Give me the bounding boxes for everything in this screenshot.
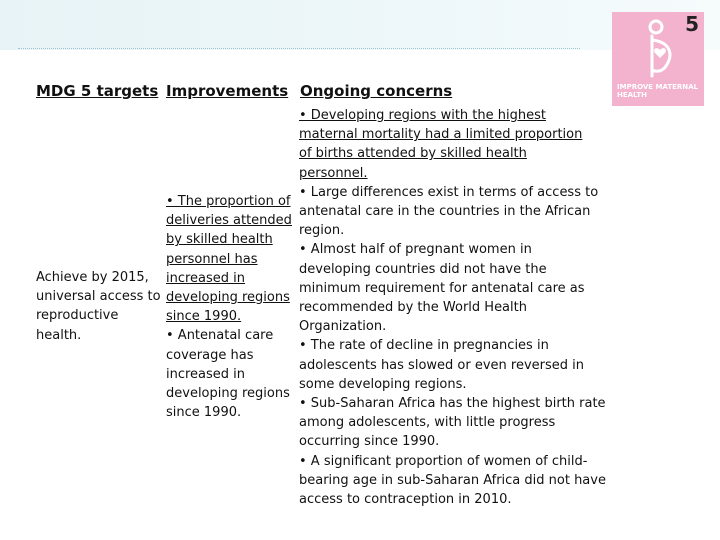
target-line: Achieve by 2015, (36, 270, 149, 285)
target-line: health. (36, 327, 82, 343)
concern-line: occurring since 1990. (299, 434, 440, 450)
concern-line: minimum requirement for antenatal care as (299, 280, 585, 296)
concern-line: • A significant proportion of women of child- (299, 453, 588, 469)
concern-line: personnel. (299, 165, 368, 181)
concerns-column (299, 106, 606, 509)
concern-line: antenatal care in the countries in the African (299, 204, 591, 220)
improvement-line: developing regions (166, 290, 290, 306)
concern-line: maternal mortality had a limited proportion (299, 127, 583, 143)
improvement-line: increased in (166, 366, 246, 382)
improvement-line: • Antenatal care (166, 328, 274, 344)
header-targets: MDG 5 targets (36, 82, 159, 100)
concern-line: region. (299, 223, 345, 239)
improvement-line: since 1990. (166, 405, 242, 421)
concern-line: recommended by the World Health (299, 300, 527, 316)
improvement-line: coverage has (166, 347, 254, 363)
concern-line: bearing age in sub-Saharan Africa did not have (299, 472, 606, 488)
improvement-line: personnel has (166, 251, 258, 267)
concern-line: among adolescents, with little progress (299, 415, 556, 431)
concern-line: • The rate of decline in pregnancies in (299, 338, 549, 354)
concern-line: adolescents has slowed or even reversed in (299, 357, 584, 373)
concern-line: • Large differences exist in terms of access to (299, 184, 599, 200)
logo-caption: IMPROVE MATERNAL HEALTH (617, 83, 699, 99)
concern-line: developing countries did not have the (299, 261, 547, 277)
concern-line: access to contraception in 2010. (299, 492, 512, 508)
concern-line: Organization. (299, 319, 387, 335)
concern-line: of births attended by skilled health (299, 146, 527, 162)
target-line: reproductive (36, 308, 119, 324)
improvement-line: since 1990. (166, 309, 242, 325)
improvement-line: by skilled health (166, 232, 273, 248)
improvement-line: • The proportion of (166, 194, 291, 209)
mdg5-logo (612, 12, 704, 106)
improvements-column (166, 192, 292, 422)
header-improvements: Improvements (166, 82, 289, 100)
concern-line: • Sub-Saharan Africa has the highest birth rate (299, 396, 606, 412)
improvement-line: deliveries attended (166, 213, 292, 229)
concern-line: some developing regions. (299, 376, 467, 392)
goal-number: 5 (685, 12, 699, 36)
targets-column (36, 268, 161, 345)
target-line: universal access to (36, 289, 161, 305)
improvement-line: developing regions (166, 386, 290, 402)
improvement-line: increased in (166, 270, 246, 286)
concern-line: • Developing regions with the highest (299, 108, 546, 123)
concern-line: • Almost half of pregnant women in (299, 242, 532, 258)
pregnant-woman-heart-icon (640, 18, 676, 80)
header-concerns: Ongoing concerns (300, 82, 453, 100)
